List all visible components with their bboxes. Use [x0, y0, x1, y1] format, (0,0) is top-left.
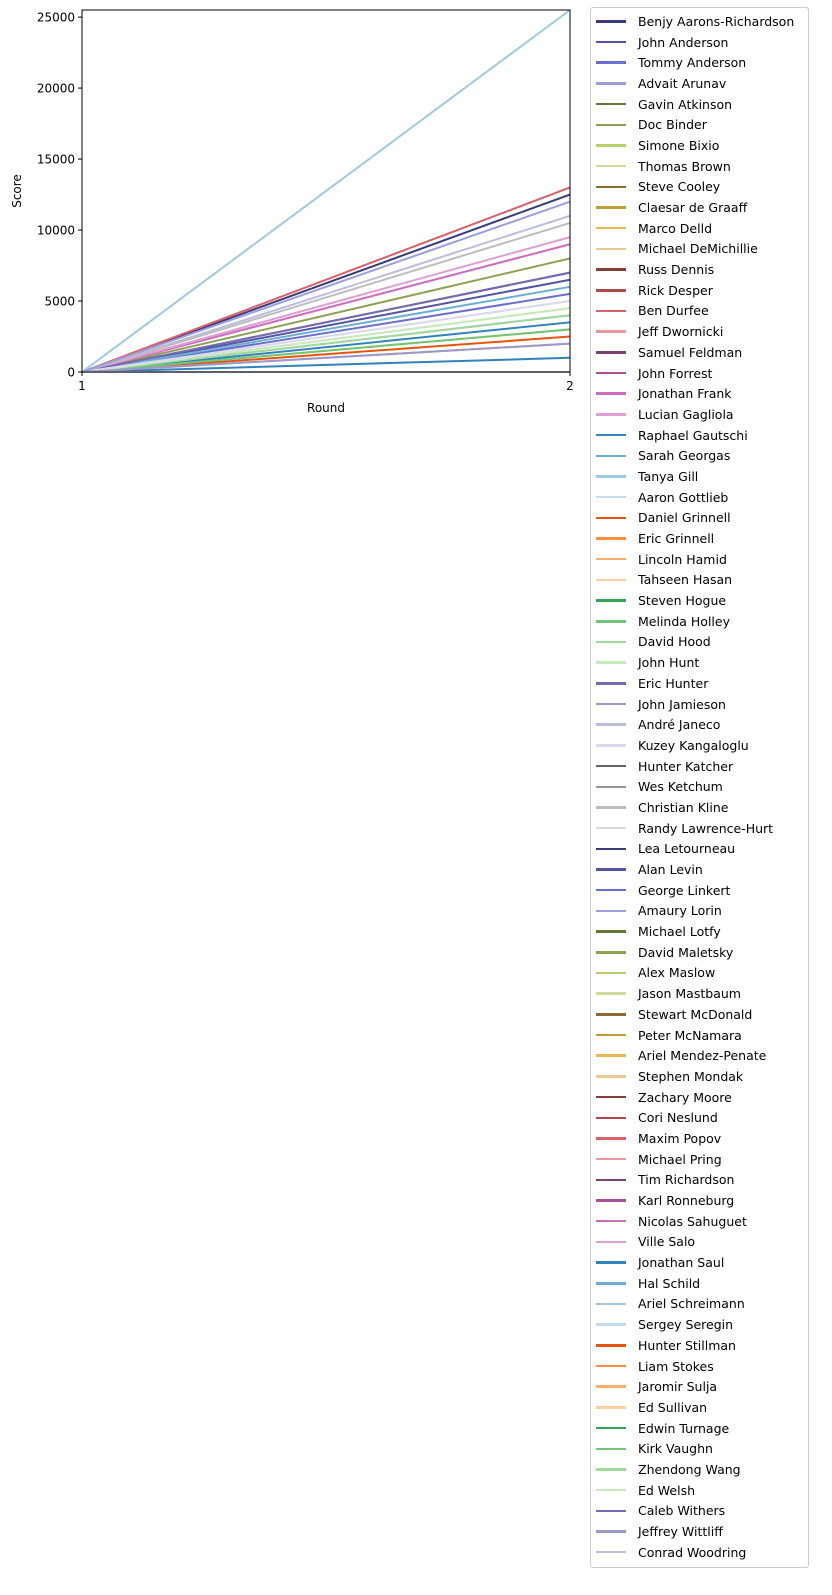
legend-item: [591, 301, 808, 322]
legend-label: Daniel Grinnell: [638, 510, 731, 526]
legend-item: [591, 983, 808, 1004]
legend-swatch: [596, 20, 626, 23]
y-axis-label: Score: [10, 174, 24, 208]
legend-swatch: [596, 765, 626, 768]
y-tick-label: 20000: [36, 81, 75, 96]
legend-label: Nicolas Sahuguet: [638, 1213, 747, 1229]
chart-legend: [590, 7, 809, 1568]
legend-item: [591, 487, 808, 508]
legend-item: [591, 652, 808, 673]
legend-label: Tahseen Hasan: [638, 572, 733, 588]
legend-item: [591, 776, 808, 797]
legend-item: [591, 818, 808, 839]
legend-swatch: [596, 1551, 626, 1554]
legend-label: André Janeco: [638, 717, 721, 733]
legend-label: Jeffrey Wittliff: [638, 1524, 723, 1540]
legend-label: Ed Sullivan: [638, 1399, 708, 1415]
legend-swatch: [596, 1096, 626, 1099]
legend-item: [591, 342, 808, 363]
legend-label: Michael Pring: [638, 1151, 722, 1167]
legend-swatch: [596, 144, 626, 147]
legend-swatch: [596, 351, 626, 354]
legend-label: Jeff Dwornicki: [638, 324, 724, 340]
legend-item: [591, 528, 808, 549]
legend-swatch: [596, 910, 626, 913]
legend-swatch: [596, 1199, 626, 1202]
legend-item: [591, 218, 808, 239]
legend-label: Peter McNamara: [638, 1027, 742, 1043]
legend-swatch: [596, 1117, 626, 1120]
legend-swatch: [596, 475, 626, 478]
legend-item: [591, 859, 808, 880]
legend-item: [591, 321, 808, 342]
legend-swatch: [596, 1406, 626, 1409]
legend-item: [591, 239, 808, 260]
legend-label: Maxim Popov: [638, 1130, 722, 1146]
legend-swatch: [596, 889, 626, 892]
legend-item: [591, 404, 808, 425]
legend-item: [591, 1521, 808, 1542]
x-tick-label: 2: [566, 379, 574, 393]
legend-label: Ville Salo: [638, 1234, 696, 1250]
legend-label: Gavin Atkinson: [638, 96, 733, 112]
legend-label: John Forrest: [638, 365, 713, 381]
legend-swatch: [596, 827, 626, 830]
legend-label: George Linkert: [638, 882, 731, 898]
legend-label: Alan Levin: [638, 862, 703, 878]
legend-swatch: [596, 641, 626, 644]
legend-label: Claesar de Graaff: [638, 200, 748, 216]
legend-item: [591, 632, 808, 653]
legend-label: Eric Hunter: [638, 675, 709, 691]
legend-item: [591, 1459, 808, 1480]
legend-label: Steven Hogue: [638, 593, 727, 609]
x-axis-label: Round: [307, 401, 345, 415]
legend-item: [591, 1107, 808, 1128]
legend-item: [591, 1149, 808, 1170]
legend-swatch: [596, 972, 626, 975]
legend-swatch: [596, 930, 626, 933]
legend-label: Conrad Woodring: [638, 1544, 747, 1560]
legend-swatch: [596, 537, 626, 540]
legend-label: Michael Lotfy: [638, 924, 721, 940]
legend-swatch: [596, 434, 626, 437]
legend-label: Raphael Gautschi: [638, 427, 748, 443]
y-tick-label: 15000: [36, 152, 75, 167]
legend-swatch: [596, 1054, 626, 1057]
legend-swatch: [596, 1510, 626, 1513]
legend-swatch: [596, 103, 626, 106]
legend-label: Steve Cooley: [638, 179, 721, 195]
legend-label: Tim Richardson: [638, 1172, 735, 1188]
legend-swatch: [596, 496, 626, 499]
legend-label: Edwin Turnage: [638, 1420, 730, 1436]
legend-item: [591, 280, 808, 301]
legend-item: [591, 1170, 808, 1191]
y-axis: [37, 11, 82, 380]
legend-item: [591, 1232, 808, 1253]
legend-label: John Jamieson: [638, 696, 726, 712]
legend-item: [591, 11, 808, 32]
legend-label: Ariel Mendez-Penate: [638, 1048, 767, 1064]
legend-swatch: [596, 868, 626, 871]
legend-label: Stephen Mondak: [638, 1068, 744, 1084]
legend-item: [591, 383, 808, 404]
legend-item: [591, 52, 808, 73]
legend-swatch: [596, 392, 626, 395]
legend-item: [591, 466, 808, 487]
legend-swatch: [596, 1034, 626, 1037]
legend-item: [591, 177, 808, 198]
legend-label: Advait Arunav: [638, 75, 727, 91]
legend-item: [591, 735, 808, 756]
legend-swatch: [596, 786, 626, 789]
legend-label: Tommy Anderson: [638, 55, 747, 71]
legend-item: [591, 1376, 808, 1397]
legend-swatch: [596, 413, 626, 416]
legend-item: [591, 570, 808, 591]
legend-item: [591, 694, 808, 715]
y-tick-label: 0: [67, 365, 75, 380]
legend-label: Zhendong Wang: [638, 1461, 741, 1477]
legend-item: [591, 1480, 808, 1501]
legend-label: Jaromir Sulja: [638, 1379, 718, 1395]
y-tick-label: 5000: [44, 294, 75, 309]
legend-item: [591, 714, 808, 735]
legend-item: [591, 156, 808, 177]
legend-label: Samuel Feldman: [638, 344, 743, 360]
legend-swatch: [596, 1489, 626, 1492]
legend-item: [591, 901, 808, 922]
legend-swatch: [596, 723, 626, 726]
legend-item: [591, 1397, 808, 1418]
legend-item: [591, 32, 808, 53]
legend-item: [591, 1501, 808, 1522]
legend-label: Thomas Brown: [638, 158, 731, 174]
legend-item: [591, 611, 808, 632]
legend-item: [591, 963, 808, 984]
legend-swatch: [596, 1241, 626, 1244]
legend-item: [591, 94, 808, 115]
y-tick-label: 10000: [36, 223, 75, 238]
legend-item: [591, 1542, 808, 1563]
legend-label: Randy Lawrence-Hurt: [638, 820, 774, 836]
legend-swatch: [596, 517, 626, 520]
legend-item: [591, 1294, 808, 1315]
legend-swatch: [596, 289, 626, 292]
legend-item: [591, 1066, 808, 1087]
legend-item: [591, 197, 808, 218]
legend-label: Cori Neslund: [638, 1110, 718, 1126]
legend-swatch: [596, 1075, 626, 1078]
legend-swatch: [596, 1344, 626, 1347]
legend-label: Russ Dennis: [638, 262, 715, 278]
legend-swatch: [596, 744, 626, 747]
series-line: [82, 237, 570, 372]
legend-label: Hunter Stillman: [638, 1337, 736, 1353]
legend-item: [591, 135, 808, 156]
legend-swatch: [596, 227, 626, 230]
legend-swatch: [596, 599, 626, 602]
legend-label: Hunter Katcher: [638, 758, 734, 774]
legend-label: Eric Grinnell: [638, 531, 715, 547]
legend-label: Liam Stokes: [638, 1358, 714, 1374]
legend-label: Tanya Gill: [638, 468, 699, 484]
legend-label: David Hood: [638, 634, 711, 650]
legend-label: Aaron Gottlieb: [638, 489, 729, 505]
x-tick-label: 1: [78, 379, 86, 393]
legend-label: Lea Letourneau: [638, 841, 736, 857]
legend-item: [591, 1356, 808, 1377]
legend-label: Jonathan Saul: [638, 1255, 725, 1271]
legend-swatch: [596, 1220, 626, 1223]
legend-swatch: [596, 1365, 626, 1368]
legend-swatch: [596, 372, 626, 375]
legend-swatch: [596, 1179, 626, 1182]
legend-label: Michael DeMichillie: [638, 241, 758, 257]
legend-label: Alex Maslow: [638, 965, 716, 981]
legend-swatch: [596, 951, 626, 954]
legend-item: [591, 1004, 808, 1025]
series-line: [82, 244, 570, 372]
legend-label: Melinda Holley: [638, 613, 730, 629]
legend-item: [591, 1314, 808, 1335]
legend-item: [591, 114, 808, 135]
legend-item: [591, 549, 808, 570]
legend-swatch: [596, 330, 626, 333]
legend-item: [591, 1087, 808, 1108]
legend-item: [591, 673, 808, 694]
legend-swatch: [596, 455, 626, 458]
legend-swatch: [596, 1468, 626, 1471]
legend-label: Caleb Withers: [638, 1503, 726, 1519]
legend-label: Marco Delld: [638, 220, 712, 236]
legend-swatch: [596, 186, 626, 189]
legend-swatch: [596, 1385, 626, 1388]
legend-item: [591, 880, 808, 901]
legend-item: [591, 590, 808, 611]
series-line: [82, 223, 570, 372]
legend-swatch: [596, 310, 626, 313]
legend-label: Jonathan Frank: [638, 386, 732, 402]
legend-label: Ed Welsh: [638, 1482, 696, 1498]
legend-label: Hal Schild: [638, 1275, 701, 1291]
legend-label: Lucian Gagliola: [638, 406, 734, 422]
legend-swatch: [596, 1261, 626, 1264]
legend-swatch: [596, 1323, 626, 1326]
legend-swatch: [596, 703, 626, 706]
y-tick-label: 25000: [36, 10, 75, 25]
legend-swatch: [596, 1282, 626, 1285]
legend-swatch: [596, 1303, 626, 1306]
legend-item: [591, 1045, 808, 1066]
legend-swatch: [596, 124, 626, 127]
legend-item: [591, 1438, 808, 1459]
legend-item: [591, 756, 808, 777]
x-axis: [78, 372, 574, 393]
legend-item: [591, 1335, 808, 1356]
legend-label: John Anderson: [638, 34, 729, 50]
legend-swatch: [596, 682, 626, 685]
legend-swatch: [596, 41, 626, 44]
legend-swatch: [596, 661, 626, 664]
legend-item: [591, 363, 808, 384]
legend-label: Ariel Schreimann: [638, 1296, 745, 1312]
legend-label: Simone Bixio: [638, 137, 720, 153]
legend-swatch: [596, 1013, 626, 1016]
legend-label: Kirk Vaughn: [638, 1441, 713, 1457]
legend-label: Rick Desper: [638, 282, 713, 298]
legend-item: [591, 797, 808, 818]
legend-swatch: [596, 620, 626, 623]
legend-label: Kuzey Kangaloglu: [638, 737, 749, 753]
legend-swatch: [596, 1158, 626, 1161]
legend-item: [591, 1418, 808, 1439]
legend-label: Stewart McDonald: [638, 1006, 753, 1022]
legend-swatch: [596, 848, 626, 851]
legend-label: Christian Kline: [638, 799, 729, 815]
legend-swatch: [596, 61, 626, 64]
legend-swatch: [596, 248, 626, 251]
legend-item: [591, 73, 808, 94]
legend-item: [591, 508, 808, 529]
legend-item: [591, 1273, 808, 1294]
legend-swatch: [596, 992, 626, 995]
legend-label: Lincoln Hamid: [638, 551, 727, 567]
legend-item: [591, 921, 808, 942]
legend-label: Benjy Aarons-Richardson: [638, 13, 795, 29]
legend-label: Wes Ketchum: [638, 779, 723, 795]
plot-lines: [82, 10, 570, 372]
legend-swatch: [596, 268, 626, 271]
legend-label: David Maletsky: [638, 944, 734, 960]
legend-label: Sarah Georgas: [638, 448, 731, 464]
legend-item: [591, 942, 808, 963]
legend-swatch: [596, 1448, 626, 1451]
legend-swatch: [596, 1427, 626, 1430]
legend-label: Sergey Seregin: [638, 1317, 734, 1333]
legend-swatch: [596, 579, 626, 582]
legend-item: [591, 1252, 808, 1273]
legend-item: [591, 445, 808, 466]
legend-swatch: [596, 1530, 626, 1533]
legend-item: [591, 259, 808, 280]
legend-swatch: [596, 82, 626, 85]
legend-swatch: [596, 165, 626, 168]
legend-swatch: [596, 558, 626, 561]
legend-item: [591, 839, 808, 860]
legend-item: [591, 1128, 808, 1149]
legend-label: Jason Mastbaum: [638, 986, 741, 1002]
legend-item: [591, 1190, 808, 1211]
legend-swatch: [596, 806, 626, 809]
legend-label: Zachary Moore: [638, 1089, 732, 1105]
legend-label: Karl Ronneburg: [638, 1193, 735, 1209]
legend-swatch: [596, 1137, 626, 1140]
legend-item: [591, 1211, 808, 1232]
legend-label: Doc Binder: [638, 117, 707, 133]
legend-label: Ben Durfee: [638, 303, 709, 319]
legend-item: [591, 1025, 808, 1046]
legend-item: [591, 425, 808, 446]
legend-swatch: [596, 206, 626, 209]
legend-label: John Hunt: [638, 655, 700, 671]
legend-label: Amaury Lorin: [638, 903, 722, 919]
